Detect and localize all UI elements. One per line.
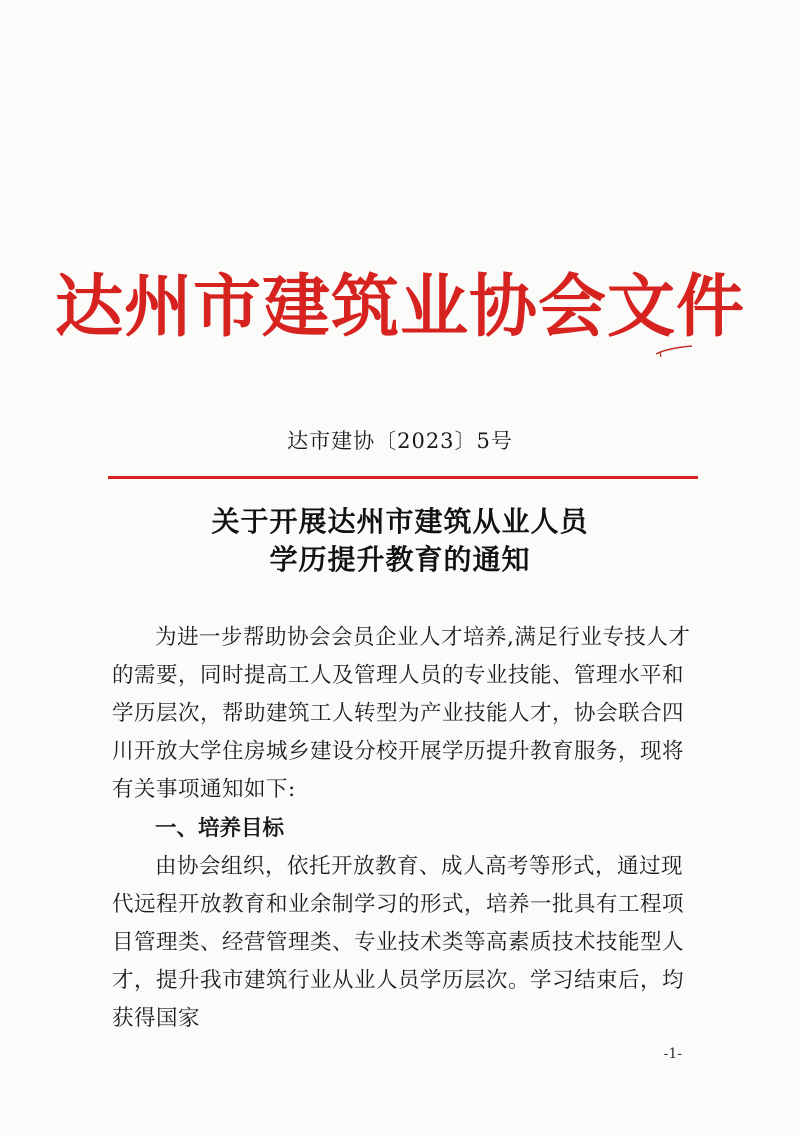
document-header-title: 达州市建筑业协会文件 [54,267,745,347]
red-divider-line [108,476,698,479]
section-heading-training-goal: 一、培养目标 [155,816,285,841]
notice-title-line-2: 学历提升教育的通知 [269,543,531,576]
body-paragraph-training-goal: 由协会组织，依托开放教育、成人高考等形式，通过现代远程开放教育和业余制学习的形式，培养一批具有工程项目管理类、经营管理类、专业技术类等高素质技术技能型人才，提升我市建筑行业从业人员学历层次。学习结束后，均获得国家 [112,854,685,1031]
page-number: -1- [663,1046,682,1062]
body-paragraph-intro: 为进一步帮助协会会员企业人才培养,满足行业专技人才的需要，同时提高工人及管理人员的专业技能、管理水平和学历层次，帮助建筑工人转型为产业技能人才，协会联合四川开放大学住房城乡建设分校开展学历提升教育服务，现将有关事项通知如下: [112,625,691,802]
pen-mark-decoration [654,344,694,358]
notice-title-line-1: 关于开展达州市建筑从业人员 [211,505,589,538]
document-number: 达市建协〔2023〕5号 [287,429,513,453]
